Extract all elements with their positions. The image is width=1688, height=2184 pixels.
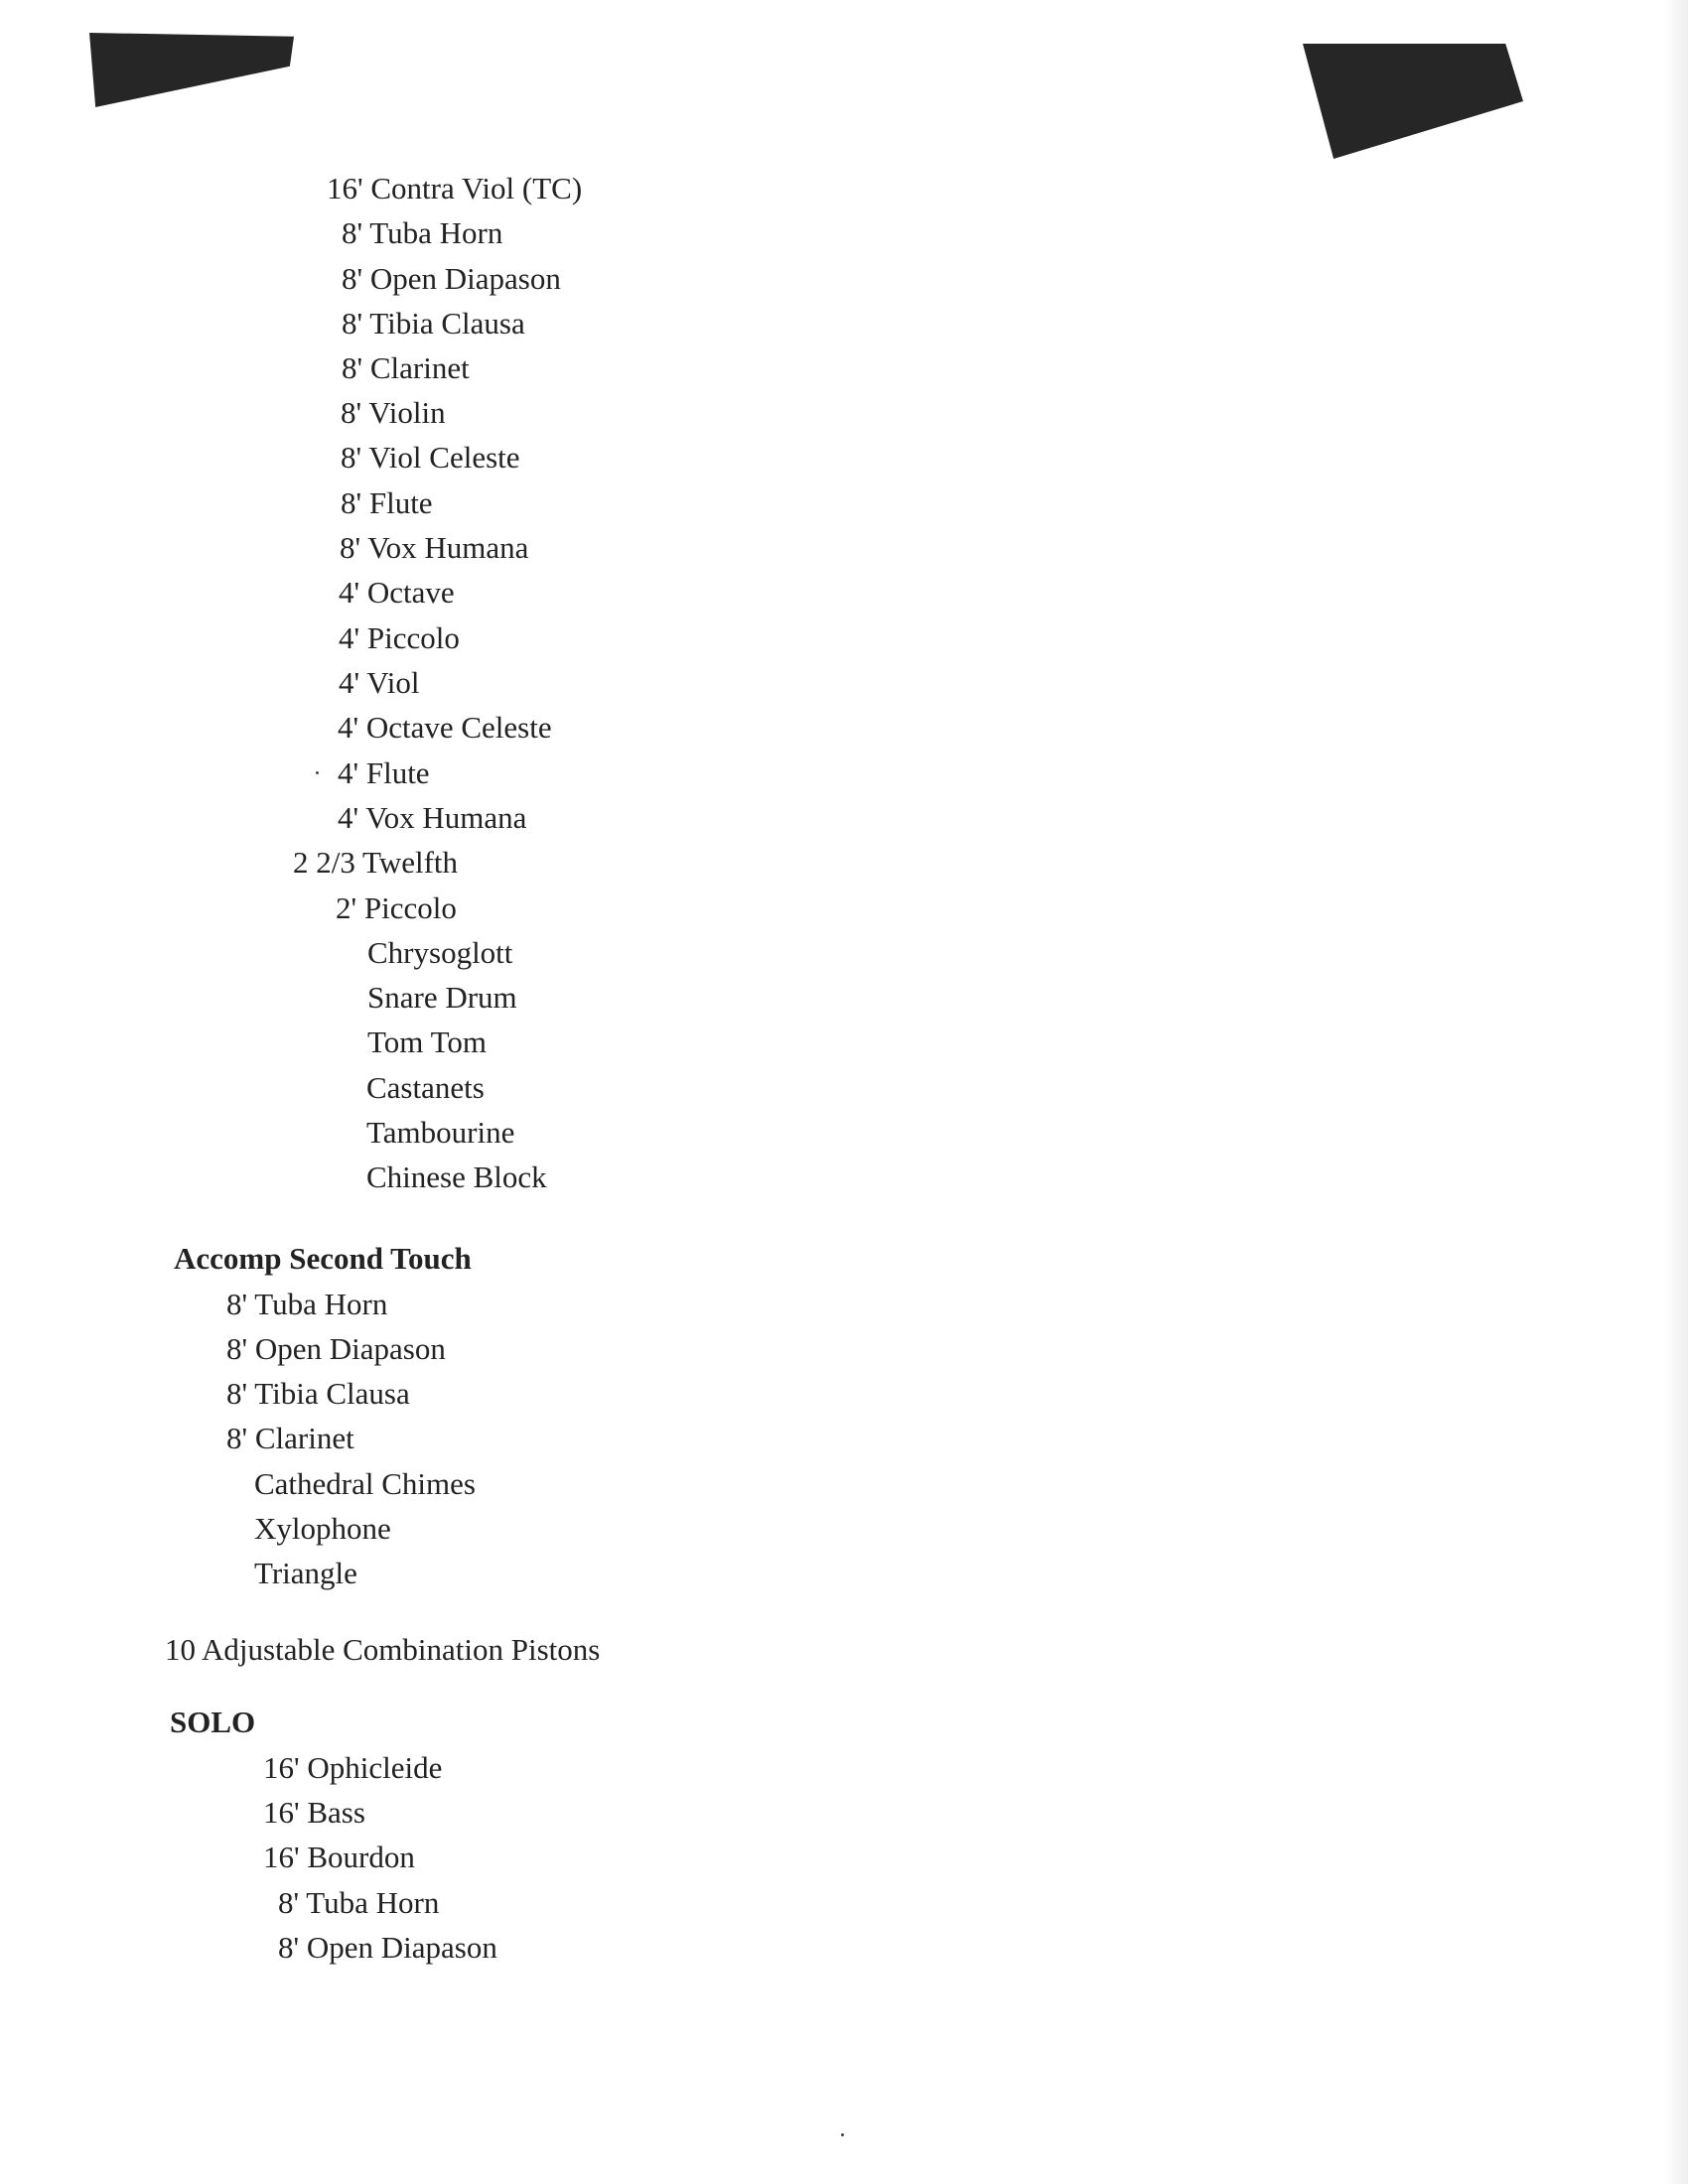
stop-item: Snare Drum xyxy=(367,980,517,1015)
stop-item: 8' Tuba Horn xyxy=(278,1885,440,1920)
stop-item: 8' Tibia Clausa xyxy=(342,306,525,341)
stop-item: 8' Viol Celeste xyxy=(341,440,520,475)
stop-item: 4' Flute xyxy=(338,755,430,790)
stop-item: 8' Tuba Horn xyxy=(342,215,503,250)
stop-item: 8' Open Diapason xyxy=(226,1331,446,1366)
stop-item: 8' Violin xyxy=(341,395,446,430)
redaction-mark-left xyxy=(89,33,294,107)
stop-item: 2' Piccolo xyxy=(336,890,457,925)
pistons-note: 10 Adjustable Combination Pistons xyxy=(165,1632,601,1667)
stop-item: 4' Octave xyxy=(339,575,455,610)
stop-item: 8' Flute xyxy=(341,485,433,520)
stop-item: 4' Viol xyxy=(339,665,420,700)
stop-item: 4' Piccolo xyxy=(339,620,460,655)
stop-item: 16' Ophicleide xyxy=(263,1750,443,1785)
stop-item: 8' Open Diapason xyxy=(278,1930,497,1965)
stop-item: 4' Vox Humana xyxy=(338,800,527,835)
stop-item: Tambourine xyxy=(366,1115,515,1150)
scan-speck xyxy=(841,2133,844,2136)
stop-item: 16' Bass xyxy=(263,1795,365,1830)
redaction-mark-right xyxy=(1303,44,1523,159)
scan-speck xyxy=(316,771,319,774)
stop-item: 8' Vox Humana xyxy=(340,530,529,565)
stop-item: 4' Octave Celeste xyxy=(338,710,552,745)
stop-item: Castanets xyxy=(366,1070,485,1105)
section-heading: Accomp Second Touch xyxy=(174,1241,472,1276)
stop-item: Cathedral Chimes xyxy=(254,1466,476,1501)
stop-item: Tom Tom xyxy=(367,1024,487,1059)
scan-edge-shadow xyxy=(1664,0,1688,2184)
stop-item: 8' Clarinet xyxy=(342,350,470,385)
stop-item: 16' Bourdon xyxy=(263,1840,415,1874)
stop-item: 8' Open Diapason xyxy=(342,261,561,296)
stop-item: Chinese Block xyxy=(366,1160,547,1194)
stop-item: 8' Tuba Horn xyxy=(226,1287,388,1321)
stop-item: Chrysoglott xyxy=(367,935,513,970)
stop-item: 8' Tibia Clausa xyxy=(226,1376,410,1411)
stop-item: 8' Clarinet xyxy=(226,1421,354,1455)
stop-item: Xylophone xyxy=(254,1511,391,1546)
stop-item: 16' Contra Viol (TC) xyxy=(327,171,583,205)
stop-item: 2 2/3 Twelfth xyxy=(293,845,459,880)
stop-item: Triangle xyxy=(254,1556,357,1590)
section-heading: SOLO xyxy=(170,1705,256,1739)
